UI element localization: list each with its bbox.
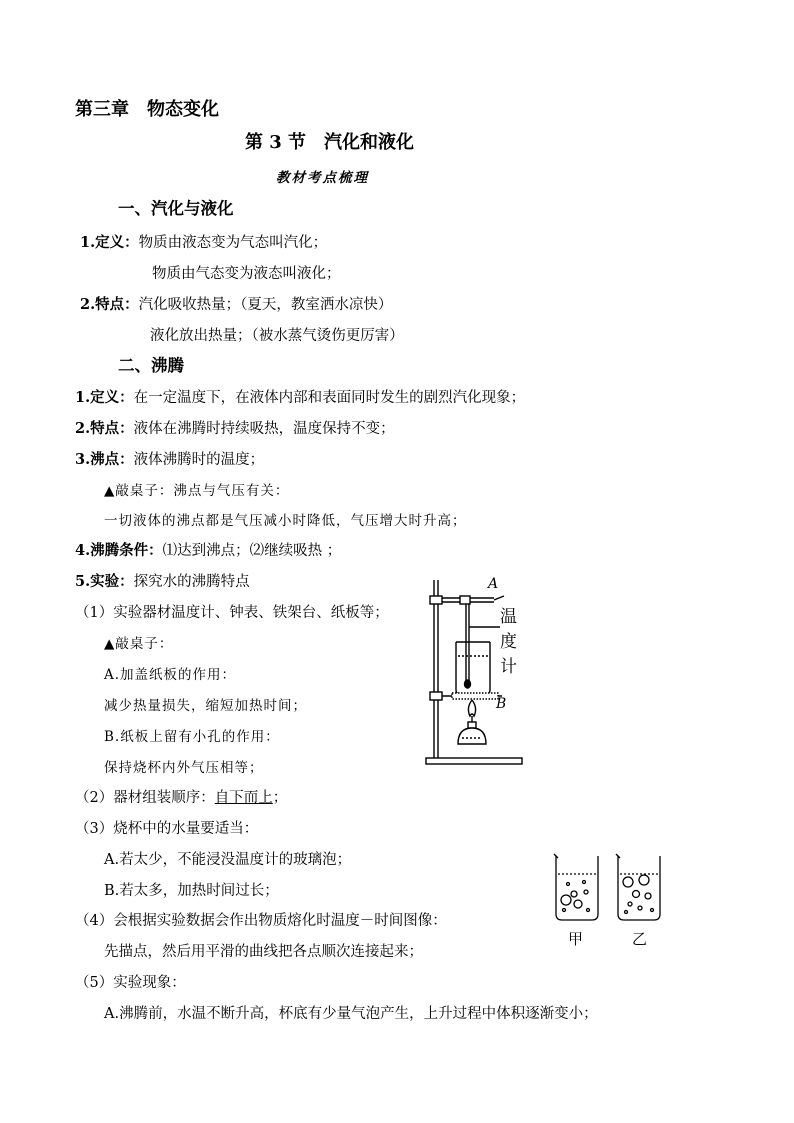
- part2-experiment: [75, 572, 250, 592]
- label-yi: 乙: [632, 930, 648, 948]
- exp-item2-answer: 自下而上: [214, 790, 273, 806]
- exp-item3: （3）烧杯中的水量要适当：: [75, 821, 259, 837]
- part2-exp-label: 5.实验：: [75, 573, 134, 590]
- part1-def-line2: 物质由气态变为液态叫液化；: [152, 266, 341, 282]
- exp-item4-text: 先描点，然后用平滑的曲线把各点顺次连接起来；: [104, 944, 423, 960]
- part2-definition: [75, 388, 525, 408]
- part1-def-line1: 物质由液态变为气态叫汽化；: [138, 235, 328, 251]
- part2-bp-text: 液体沸腾时的温度；: [133, 452, 265, 468]
- exp-item5: （5）实验现象：: [75, 975, 186, 991]
- part2-def-label: 1.定义：: [75, 389, 134, 406]
- part2-cond-label: 4.沸腾条件：: [75, 542, 163, 559]
- note2-b: B.纸板上留有小孔的作用：: [104, 729, 280, 745]
- exp-item2-suffix: ；: [272, 790, 288, 806]
- part2-feat-label: 2.特点：: [75, 420, 134, 437]
- exp-item2: [75, 788, 287, 808]
- part2-heading: 二、沸腾: [118, 356, 184, 375]
- exp-item3-a: A.若太少，不能浸没温度计的玻璃泡；: [104, 852, 352, 868]
- part1-definition: [80, 233, 327, 253]
- part1-features: [80, 295, 392, 315]
- label-jia: 甲: [568, 930, 584, 948]
- part1-feat-label: 2.特点：: [80, 296, 139, 313]
- note1-text: 一切液体的沸点都是气压减小时降低，气压增大时升高；: [104, 513, 467, 529]
- part2-bp-label: 3.沸点：: [75, 451, 134, 468]
- part2-features: [75, 419, 395, 439]
- part1-heading: 一、汽化与液化: [118, 199, 234, 218]
- part2-feat-text: 液体在沸腾时持续吸热，温度保持不变；: [133, 421, 395, 437]
- part1-feat-line1: 汽化吸收热量；（夏天，教室洒水凉快）: [138, 297, 393, 313]
- exp-item4: （4）会根据实验数据会作出物质熔化时温度－时间图像：: [75, 913, 447, 929]
- bubble-beakers-figure: [548, 852, 668, 952]
- exp-item2-prefix: （2）器材组装顺序：: [75, 790, 215, 806]
- part1-def-label: 1.定义：: [80, 234, 139, 251]
- part2-boiling-point: [75, 450, 264, 470]
- note1-title: ▲敲桌子：沸点与气压有关：: [104, 483, 290, 499]
- note2-title: ▲敲桌子：: [104, 636, 174, 652]
- subheading: 教材考点梳理: [276, 170, 369, 186]
- part2-def-text: 在一定温度下，在液体内部和表面同时发生的剧烈汽化现象；: [133, 390, 526, 406]
- label-a: A: [488, 576, 499, 592]
- boiling-apparatus-figure: [420, 572, 530, 772]
- section-title: 第 3 节 汽化和液化: [245, 132, 415, 153]
- thermometer-label-1: 温: [500, 607, 517, 627]
- thermometer-label-2: 度: [500, 632, 517, 652]
- exp-item5-a: A.沸腾前，水温不断升高，杯底有少量气泡产生，上升过程中体积逐渐变小；: [104, 1006, 598, 1022]
- part1-feat-line2: 液化放出热量；（被水蒸气烫伤更厉害）: [150, 328, 404, 344]
- part2-cond-text: ⑴达到沸点；⑵继续吸热 ；: [162, 543, 342, 559]
- note2-a: A.加盖纸板的作用：: [104, 667, 237, 683]
- thermometer-label-3: 计: [500, 657, 517, 677]
- part2-boiling-condition: [75, 541, 341, 561]
- chapter-title: 第三章 物态变化: [75, 99, 219, 120]
- note2-b-text: 保持烧杯内外气压相等；: [104, 760, 264, 776]
- label-b: B: [496, 696, 507, 712]
- exp-item1: （1）实验器材温度计、钟表、铁架台、纸板等；: [75, 605, 389, 621]
- part2-exp-text: 探究水的沸腾特点: [133, 574, 250, 590]
- exp-item3-b: B.若太多，加热时间过长；: [104, 883, 279, 899]
- note2-a-text: 减少热量损失，缩短加热时间；: [104, 698, 307, 714]
